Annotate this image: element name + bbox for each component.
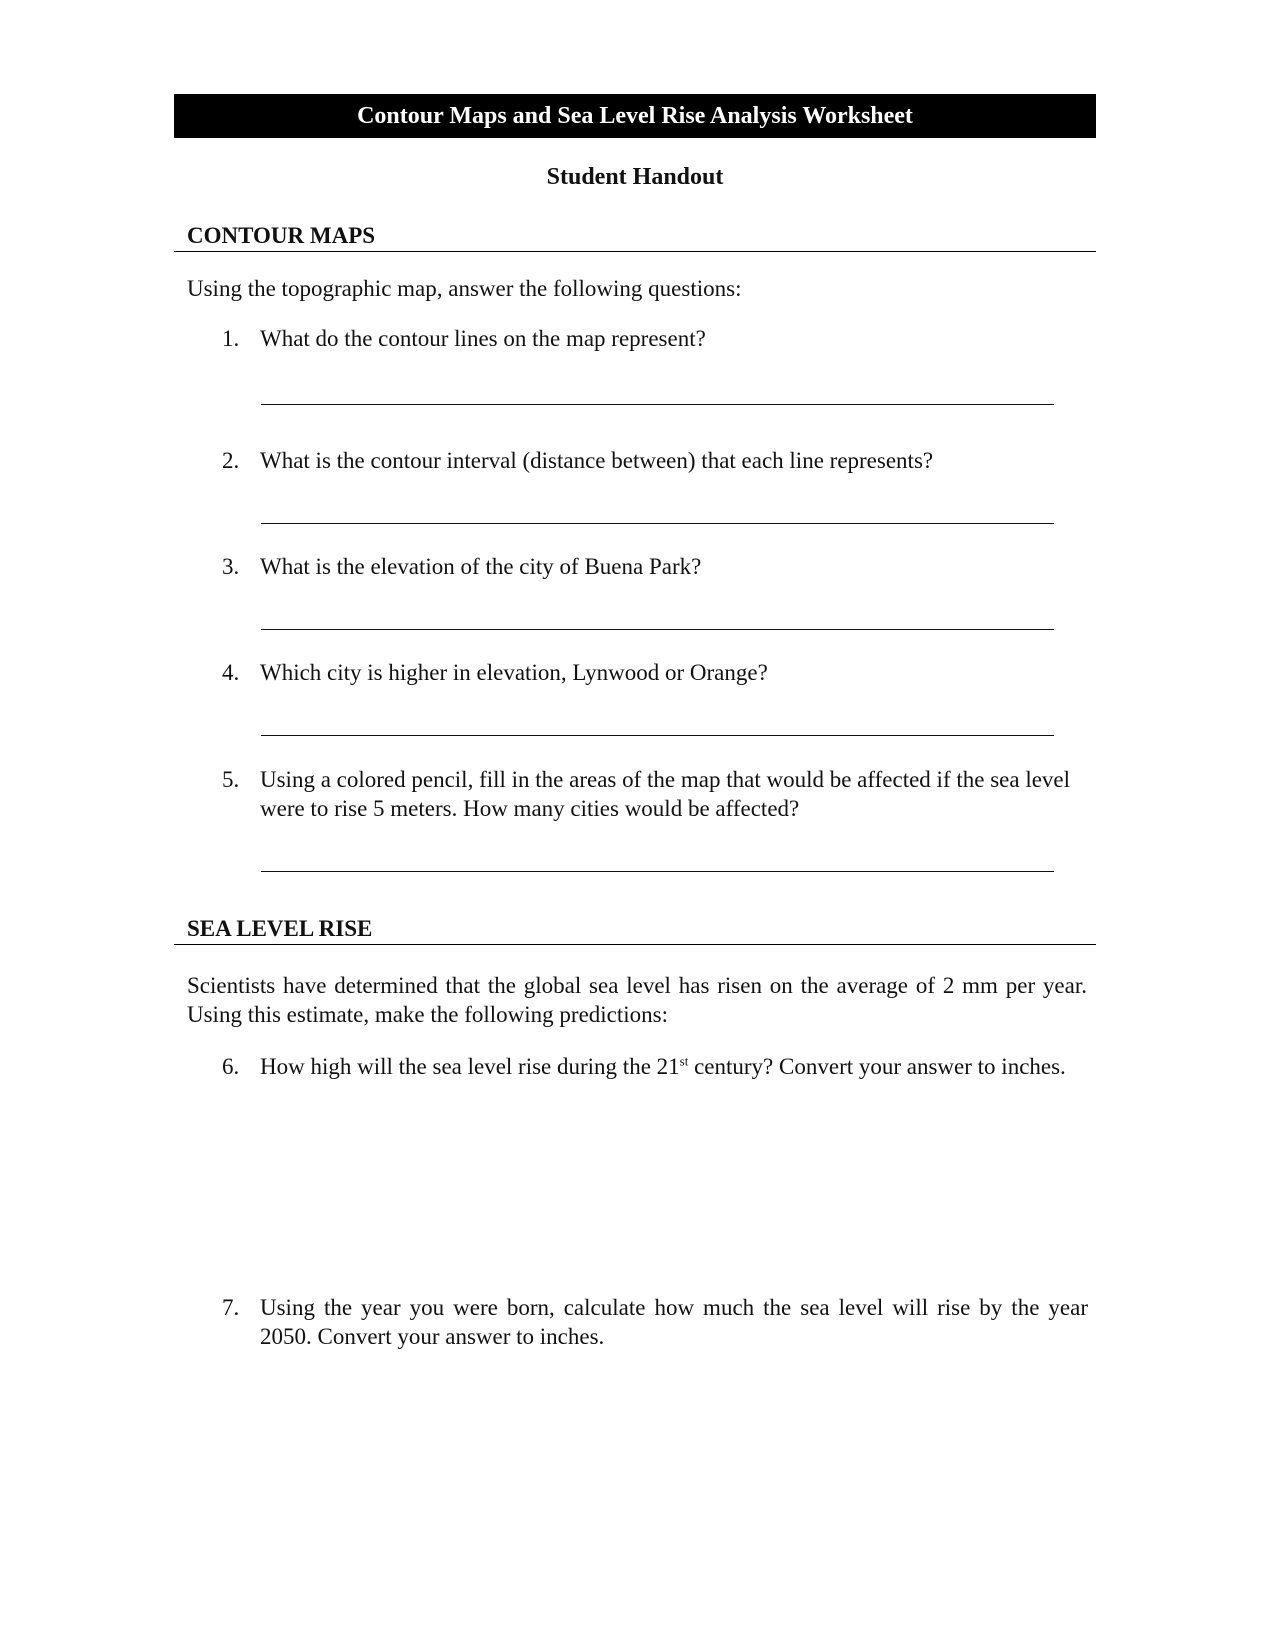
question-number: 2. <box>222 448 240 473</box>
answer-line-5[interactable] <box>261 871 1054 872</box>
question-text: Using the year you were born, calculate how much the sea level will rise by the year 2050. Convert your answer to inches. <box>260 1295 1088 1349</box>
question-text: What is the elevation of the city of Buena Park? <box>260 554 702 579</box>
answer-line-3[interactable] <box>261 629 1054 630</box>
question-text: Which city is higher in elevation, Lynwood or Orange? <box>260 660 768 685</box>
question-number: 4. <box>222 660 240 685</box>
question-text: Using a colored pencil, fill in the areas of the map that would be affected if the sea level were to rise 5 meters. How many cities would be affected? <box>260 767 1071 821</box>
question-number: 5. <box>222 767 240 792</box>
question-number: 6. <box>222 1054 240 1079</box>
sea-level-intro: Scientists have determined that the global sea level has risen on the average of 2 mm per year. Using this estimate, make the following predictions: <box>187 973 1087 1027</box>
question-text-part: century? Convert your answer to inches. <box>688 1054 1066 1079</box>
question-3 <box>222 552 1088 581</box>
answer-line-1[interactable] <box>261 404 1054 405</box>
question-number: 3. <box>222 554 240 579</box>
question-4 <box>222 658 1088 687</box>
question-number: 1. <box>222 326 240 351</box>
ordinal-superscript: st <box>679 1053 689 1069</box>
section-heading-sea-level-rise: SEA LEVEL RISE <box>174 915 1096 945</box>
question-number: 7. <box>222 1295 240 1320</box>
page-subtitle: Student Handout <box>546 164 724 190</box>
question-text-part: How high will the sea level rise during the 21 <box>260 1054 680 1079</box>
question-1 <box>222 324 1088 353</box>
question-5 <box>222 765 1088 823</box>
answer-line-4[interactable] <box>261 735 1054 736</box>
question-6 <box>222 1052 1088 1081</box>
section-heading-contour-maps: CONTOUR MAPS <box>174 222 1096 252</box>
worksheet-title-text: Contour Maps and Sea Level Rise Analysis Worksheet <box>357 102 913 129</box>
question-7 <box>222 1293 1088 1351</box>
question-2 <box>222 446 1088 475</box>
question-text: What do the contour lines on the map represent? <box>260 326 706 351</box>
question-text <box>260 1052 1088 1081</box>
question-text: What is the contour interval (distance between) that each line represents? <box>260 448 934 473</box>
contour-intro: Using the topographic map, answer the following questions: <box>187 276 742 301</box>
answer-line-2[interactable] <box>261 523 1054 524</box>
worksheet-title <box>174 94 1096 138</box>
